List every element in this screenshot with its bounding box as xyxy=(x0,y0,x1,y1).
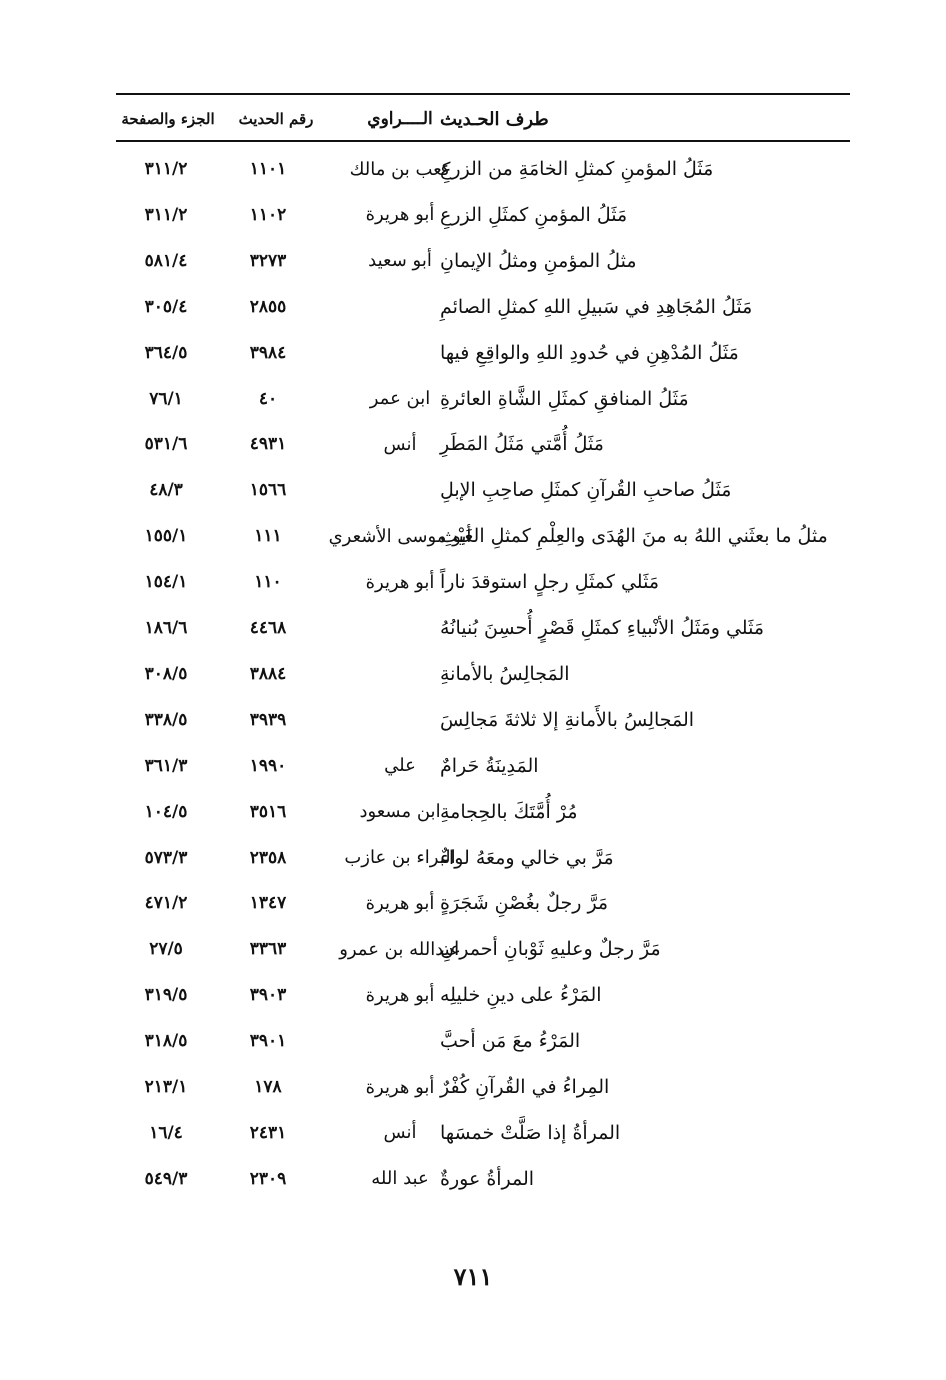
table-row xyxy=(0,1110,946,1156)
table-row xyxy=(0,330,946,376)
hadith-text: مَثَلُ المؤمنِ كمثَلِ الزرعِ xyxy=(440,203,628,226)
volume-page: ١٥٤/١ xyxy=(144,572,188,593)
hadith-number: ٢٤٣١ xyxy=(249,1122,287,1143)
table-row xyxy=(0,697,946,743)
hadith-text: مُرْ أُمَّتَكَ بالحِجامةِ xyxy=(440,800,578,823)
volume-page: ٧٦/١ xyxy=(149,388,183,409)
volume-page: ٥٣١/٦ xyxy=(144,434,188,455)
hadith-number: ١٩٩٠ xyxy=(249,755,287,776)
hadith-number: ١١٠١ xyxy=(249,159,287,179)
table-row xyxy=(0,605,946,651)
hadith-text: مَثَلي ومَثَلُ الأنْبياءِ كمثَلِ قَصْرٍ أُحسِنَ بُنيانُهُ xyxy=(440,617,764,639)
hadith-text: مَرَّ رجلٌ وعليهِ ثَوْبانِ أحمرانِ xyxy=(440,938,661,961)
hadith-text: مَثَلُ المُجَاهِدِ في سَبيلِ اللهِ كمثلِ الصائمِ xyxy=(440,295,753,318)
volume-page: ٣١١/٢ xyxy=(144,159,188,179)
volume-page: ٣٠٥/٤ xyxy=(144,296,188,317)
header-hadith-text: طرف الحـديث xyxy=(440,108,549,130)
volume-page: ٣١١/٢ xyxy=(144,204,188,225)
narrator: عبد الله xyxy=(371,1168,429,1190)
narrator xyxy=(320,330,480,376)
header-volume-page: الجزء والصفحة xyxy=(121,110,215,128)
narrator xyxy=(320,697,480,743)
volume-page: ١٦/٤ xyxy=(149,1122,183,1143)
hadith-number: ٣٩٨٤ xyxy=(249,342,287,363)
hadith-number: ٣٩٠١ xyxy=(249,1031,287,1052)
narrator: كعب بن مالك xyxy=(349,158,451,180)
hadith-text: مَثَلُ أُمَّتي مَثَلُ المَطَرِ xyxy=(440,433,604,456)
hadith-number: ٣٣٦٣ xyxy=(249,939,287,960)
table-row xyxy=(0,972,946,1018)
hadith-number: ٢٨٥٥ xyxy=(249,296,287,317)
volume-page: ٣٣٨/٥ xyxy=(144,709,188,730)
header-rule xyxy=(116,140,850,142)
hadith-number: ١٧٨ xyxy=(254,1077,282,1097)
hadith-number: ١٣٤٧ xyxy=(249,893,287,914)
hadith-number: ١٥٦٦ xyxy=(249,480,287,501)
hadith-number: ٣٩٣٩ xyxy=(249,709,287,730)
table-row xyxy=(0,1018,946,1064)
narrator xyxy=(320,284,480,330)
hadith-text: المَرْءُ على دينِ خليلِه xyxy=(440,984,602,1007)
volume-page: ٣٦٤/٥ xyxy=(144,342,188,363)
hadith-number: ٣٨٨٤ xyxy=(249,663,287,684)
narrator: أبو هريرة xyxy=(365,1076,435,1098)
table-row xyxy=(0,376,946,422)
hadith-text: المَرْءُ معَ مَن أحبَّ xyxy=(440,1030,581,1053)
table-row xyxy=(0,926,946,972)
narrator: أبو هريرة xyxy=(365,571,435,593)
table-row xyxy=(0,192,946,238)
page-number: ٧١١ xyxy=(453,1262,493,1291)
volume-page: ٣١٨/٥ xyxy=(144,1031,188,1052)
hadith-text: مَثَلُ المُدْهِنِ في حُدودِ اللهِ والواقِعِ فيها xyxy=(440,341,739,364)
hadith-text: مَثَلُ المؤمنِ كمثلِ الخامَةِ من الزرعِ xyxy=(440,158,714,180)
table-row xyxy=(0,284,946,330)
hadith-text: المرأةُ عورةٌ xyxy=(440,1167,535,1190)
volume-page: ٢١٣/١ xyxy=(144,1077,188,1097)
hadith-number: ١١٠ xyxy=(254,572,282,593)
hadith-number: ٤٩٣١ xyxy=(249,434,287,455)
volume-page: ٣٦١/٣ xyxy=(144,755,188,776)
volume-page: ١٠٤/٥ xyxy=(144,801,188,822)
narrator: أبو موسى الأشعري xyxy=(328,525,472,547)
volume-page: ١٨٦/٦ xyxy=(144,618,188,638)
narrator xyxy=(320,605,480,651)
hadith-text: مَثَلُ المنافقِ كمثَلِ الشَّاةِ العائرةِ xyxy=(440,387,689,410)
volume-page: ٣٠٨/٥ xyxy=(144,663,188,684)
narrator: عبدالله بن عمرو xyxy=(339,938,461,960)
hadith-text: مَرَّ بي خالي ومعَهُ لواءٌ xyxy=(440,846,614,869)
table-row xyxy=(0,880,946,926)
top-rule xyxy=(116,93,850,95)
header-narrator: الــــراوي xyxy=(367,109,433,129)
hadith-number: ٢٣٥٨ xyxy=(249,847,287,868)
table-row xyxy=(0,651,946,697)
narrator: أنس xyxy=(383,1122,417,1144)
volume-page: ٣١٩/٥ xyxy=(144,985,188,1006)
volume-page: ١٥٥/١ xyxy=(144,526,188,547)
table-row xyxy=(0,835,946,881)
table-row xyxy=(0,513,946,559)
volume-page: ٥٤٩/٣ xyxy=(144,1168,188,1189)
narrator: أنس xyxy=(383,433,417,455)
narrator: ابن مسعود xyxy=(359,801,441,823)
volume-page: ٥٨١/٤ xyxy=(144,250,188,271)
hadith-text: المَدِينَةُ حَرامٌ xyxy=(440,754,539,777)
hadith-number: ٣٥١٦ xyxy=(249,801,287,822)
table-header xyxy=(0,102,946,136)
table-row xyxy=(0,146,946,192)
narrator: أبو هريرة xyxy=(365,204,435,226)
table-row xyxy=(0,743,946,789)
narrator: البراء بن عازب xyxy=(344,847,456,868)
hadith-text: مَثَلُ صاحبِ القُرآنِ كمثَلِ صاحِبِ الإبلِ xyxy=(440,479,732,502)
hadith-number: ١١٠٢ xyxy=(249,204,287,225)
table-row xyxy=(0,421,946,467)
narrator: أبو هريرة xyxy=(365,892,435,914)
narrator: أبو هريرة xyxy=(365,984,435,1006)
hadith-text: المِراءُ في القُرآنِ كُفْرٌ xyxy=(440,1076,610,1098)
narrator xyxy=(320,467,480,513)
header-hadith-number: رقم الحديث xyxy=(238,110,314,128)
narrator: علي xyxy=(384,755,416,777)
table-row xyxy=(0,1064,946,1110)
volume-page: ٥٧٣/٣ xyxy=(144,847,188,868)
table-row xyxy=(0,238,946,284)
hadith-number: ٣٢٧٣ xyxy=(249,250,287,271)
hadith-text: المرأةُ إذا صَلَّتْ خمسَها xyxy=(440,1121,621,1144)
hadith-text: المَجالِسُ بالأَمانةِ إلا ثلاثةَ مَجالِسَ xyxy=(440,708,695,731)
hadith-number: ٤٠ xyxy=(258,388,278,409)
hadith-text: مَرَّ رجلٌ بغُصْنِ شَجَرَةٍ xyxy=(440,892,609,915)
table-row xyxy=(0,467,946,513)
volume-page: ٤٧١/٢ xyxy=(144,893,188,914)
hadith-number: ٣٩٠٣ xyxy=(249,985,287,1006)
narrator xyxy=(320,1018,480,1064)
hadith-number: ٢٣٠٩ xyxy=(249,1168,287,1189)
hadith-text: مثلُ المؤمنِ ومثلُ الإيمانِ xyxy=(440,249,637,272)
hadith-number: ٤٤٦٨ xyxy=(249,618,287,638)
volume-page: ٤٨/٣ xyxy=(149,480,183,501)
narrator xyxy=(320,651,480,697)
volume-page: ٢٧/٥ xyxy=(149,939,183,960)
hadith-text: مَثَلي كمثَلِ رجلٍ استوقدَ ناراً xyxy=(440,571,659,594)
table-row xyxy=(0,1156,946,1202)
hadith-number: ١١١ xyxy=(254,526,282,547)
table-row xyxy=(0,789,946,835)
narrator: أبو سعيد xyxy=(368,250,432,272)
hadith-text: مثلُ ما بعثَني اللهُ به منَ الهُدَى والعِلْمِ كمثلِ الغَيْثِ xyxy=(440,525,828,548)
narrator: ابن عمر xyxy=(369,388,431,409)
table-row xyxy=(0,559,946,605)
hadith-text: المَجالِسُ بالأمانةِ xyxy=(440,662,570,685)
